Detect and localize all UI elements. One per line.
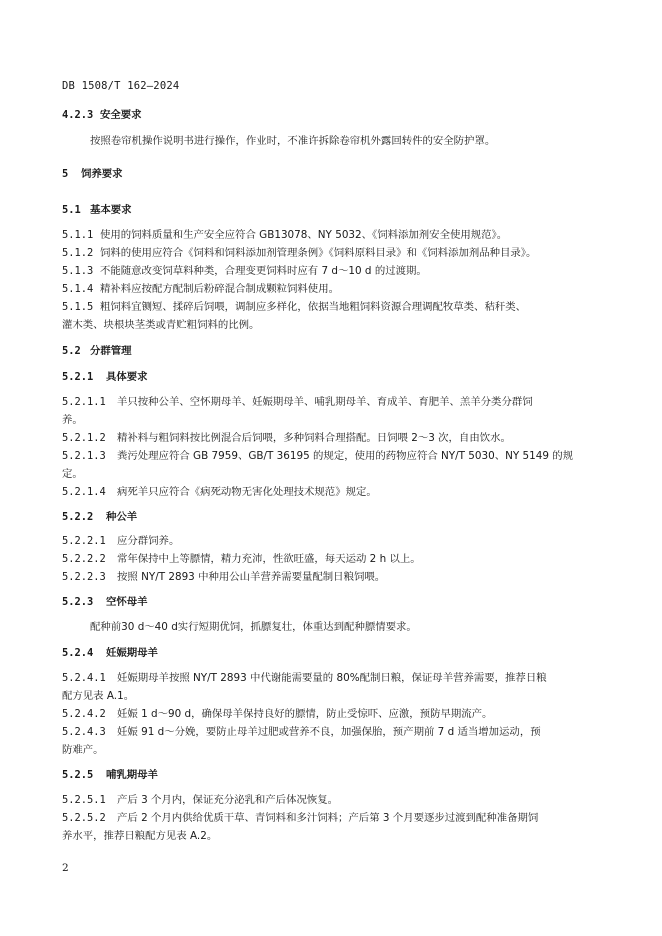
clause-number: 5.1.2 (62, 247, 94, 259)
section-title: 饲养要求 (81, 168, 123, 180)
clause-text: 使用的饲料质量和生产安全应符合 GB13078、NY 5032、《饲料添加剂安全使用规范》。 (100, 229, 508, 241)
clause-5-2-4-2 (62, 707, 602, 722)
section-heading-5-2-3 (62, 595, 602, 610)
section-heading-5 (62, 167, 602, 182)
section-title: 基本要求 (90, 204, 132, 216)
section-heading-5-2 (62, 344, 602, 359)
clause-5-1-4 (62, 282, 602, 297)
clause-number: 5.2.1.2 (62, 432, 106, 444)
section-number: 5.2.2 (62, 511, 94, 523)
section-heading-5-1 (62, 203, 602, 218)
section-heading-5-2-1 (62, 370, 602, 385)
clause-text: 产后 2 个月内供给优质干草、青饲料和多汁饲料；产后第 3 个月要逐步过渡到配种准备期饲 (117, 812, 539, 824)
paragraph-4-2-3: 按照卷帘机操作说明书进行操作，作业时，不准许拆除卷帘机外露回转件的安全防护罩。 (90, 135, 496, 147)
section-title: 哺乳期母羊 (106, 769, 158, 781)
clause-number: 5.2.2.3 (62, 571, 106, 583)
section-heading-5-2-5 (62, 768, 602, 783)
section-number: 5.1 (62, 204, 81, 216)
section-heading-4-2-3 (62, 108, 602, 123)
clause-5-2-1-1-continued: 养。 (62, 414, 83, 426)
clause-5-2-1-3-continued: 定。 (62, 468, 83, 480)
section-heading-5-2-4 (62, 646, 602, 661)
clause-text: 按照 NY/T 2893 中种用公山羊营养需要量配制日粮饲喂。 (117, 571, 386, 583)
clause-5-2-2-2 (62, 552, 602, 567)
section-number: 5 (62, 168, 69, 180)
clause-text: 精补料应按配方配制后粉碎混合制成颗粒饲料使用。 (100, 283, 339, 295)
section-title: 种公羊 (106, 511, 138, 523)
clause-number: 5.2.4.3 (62, 726, 106, 738)
clause-5-2-5-2 (62, 811, 602, 826)
clause-number: 5.2.1.1 (62, 396, 106, 408)
clause-number: 5.2.5.2 (62, 812, 106, 824)
clause-text: 饲料的使用应符合《饲料和饲料添加剂管理条例》《饲料原料目录》和《饲料添加剂品种目录》。 (100, 247, 537, 259)
clause-number: 5.2.2.1 (62, 535, 106, 547)
clause-5-2-4-3 (62, 725, 602, 740)
section-title: 妊娠期母羊 (106, 647, 158, 659)
clause-5-2-4-3-continued: 防难产。 (62, 744, 104, 756)
section-number: 5.2.5 (62, 769, 94, 781)
clause-text: 产后 3 个月内，保证充分泌乳和产后体况恢复。 (117, 794, 339, 806)
clause-number: 5.1.5 (62, 301, 94, 313)
clause-number: 5.2.4.1 (62, 672, 106, 684)
clause-text: 妊娠 91 d～分娩，要防止母羊过肥或营养不良，加强保胎，预产期前 7 d 适当增加运动，预 (117, 726, 541, 738)
section-number: 5.2 (62, 345, 81, 357)
clause-5-2-4-1-continued: 配方见表 A.1。 (62, 690, 135, 702)
section-title: 具体要求 (106, 371, 148, 383)
clause-text: 妊娠 1 d～90 d，确保母羊保持良好的膘情，防止受惊吓、应激，预防早期流产。 (117, 708, 493, 720)
section-number: 5.2.4 (62, 647, 94, 659)
clause-number: 5.1.3 (62, 265, 94, 277)
page-number: 2 (62, 862, 69, 874)
clause-text: 病死羊只应符合《病死动物无害化处理技术规范》规定。 (117, 486, 377, 498)
clause-number: 5.1.1 (62, 229, 94, 241)
clause-text: 粗饲料宜铡短、揉碎后饲喂，调制应多样化，依据当地粗饲料资源合理调配牧草类、秸秆类、 (100, 301, 527, 313)
clause-5-1-1 (62, 228, 602, 243)
clause-text: 羊只按种公羊、空怀期母羊、妊娠期母羊、哺乳期母羊、育成羊、育肥羊、羔羊分类分群饲 (117, 396, 533, 408)
clause-number: 5.2.5.1 (62, 794, 106, 806)
clause-number: 5.2.4.2 (62, 708, 106, 720)
clause-text: 不能随意改变饲草料种类，合理变更饲料时应有 7 d～10 d 的过渡期。 (100, 265, 427, 277)
clause-5-2-1-4 (62, 485, 602, 500)
clause-5-2-5-2-continued: 养水平，推荐日粮配方见表 A.2。 (62, 830, 218, 842)
section-title: 安全要求 (100, 109, 142, 121)
clause-text: 精补料与粗饲料按比例混合后饲喂，多种饲料合理搭配。日饲喂 2～3 次，自由饮水。 (117, 432, 511, 444)
paragraph-5-2-3: 配种前30 d～40 d实行短期优饲，抓膘复壮，体重达到配种膘情要求。 (90, 621, 417, 633)
clause-text: 妊娠期母羊按照 NY/T 2893 中代谢能需要量的 80%配制日粮，保证母羊营养需要，推荐日粮 (117, 672, 547, 684)
section-heading-5-2-2 (62, 510, 602, 525)
document-code: DB 1508/T 162—2024 (62, 80, 180, 92)
clause-5-2-5-1 (62, 793, 602, 808)
clause-5-2-1-2 (62, 431, 602, 446)
clause-text: 常年保持中上等膘情，精力充沛，性欲旺盛，每天运动 2 h 以上。 (117, 553, 421, 565)
clause-5-2-4-1 (62, 671, 602, 686)
clause-number: 5.2.1.3 (62, 450, 106, 462)
clause-5-2-2-3 (62, 570, 602, 585)
clause-5-1-5-continued: 灌木类、块根块茎类或青贮粗饲料的比例。 (62, 319, 260, 331)
section-number: 4.2.3 (62, 109, 94, 121)
section-title: 空怀母羊 (106, 596, 148, 608)
clause-5-1-5 (62, 300, 602, 315)
clause-5-1-3 (62, 264, 602, 279)
clause-number: 5.2.1.4 (62, 486, 106, 498)
clause-5-2-1-3 (62, 449, 602, 464)
clause-number: 5.1.4 (62, 283, 94, 295)
clause-5-2-2-1 (62, 534, 602, 549)
clause-text: 粪污处理应符合 GB 7959、GB/T 36195 的规定，使用的药物应符合 NY/T 5030、NY 5149 的规 (117, 450, 574, 462)
clause-number: 5.2.2.2 (62, 553, 106, 565)
clause-5-1-2 (62, 246, 602, 261)
clause-5-2-1-1 (62, 395, 602, 410)
section-number: 5.2.3 (62, 596, 94, 608)
clause-text: 应分群饲养。 (117, 535, 180, 547)
section-number: 5.2.1 (62, 371, 94, 383)
section-title: 分群管理 (90, 345, 132, 357)
